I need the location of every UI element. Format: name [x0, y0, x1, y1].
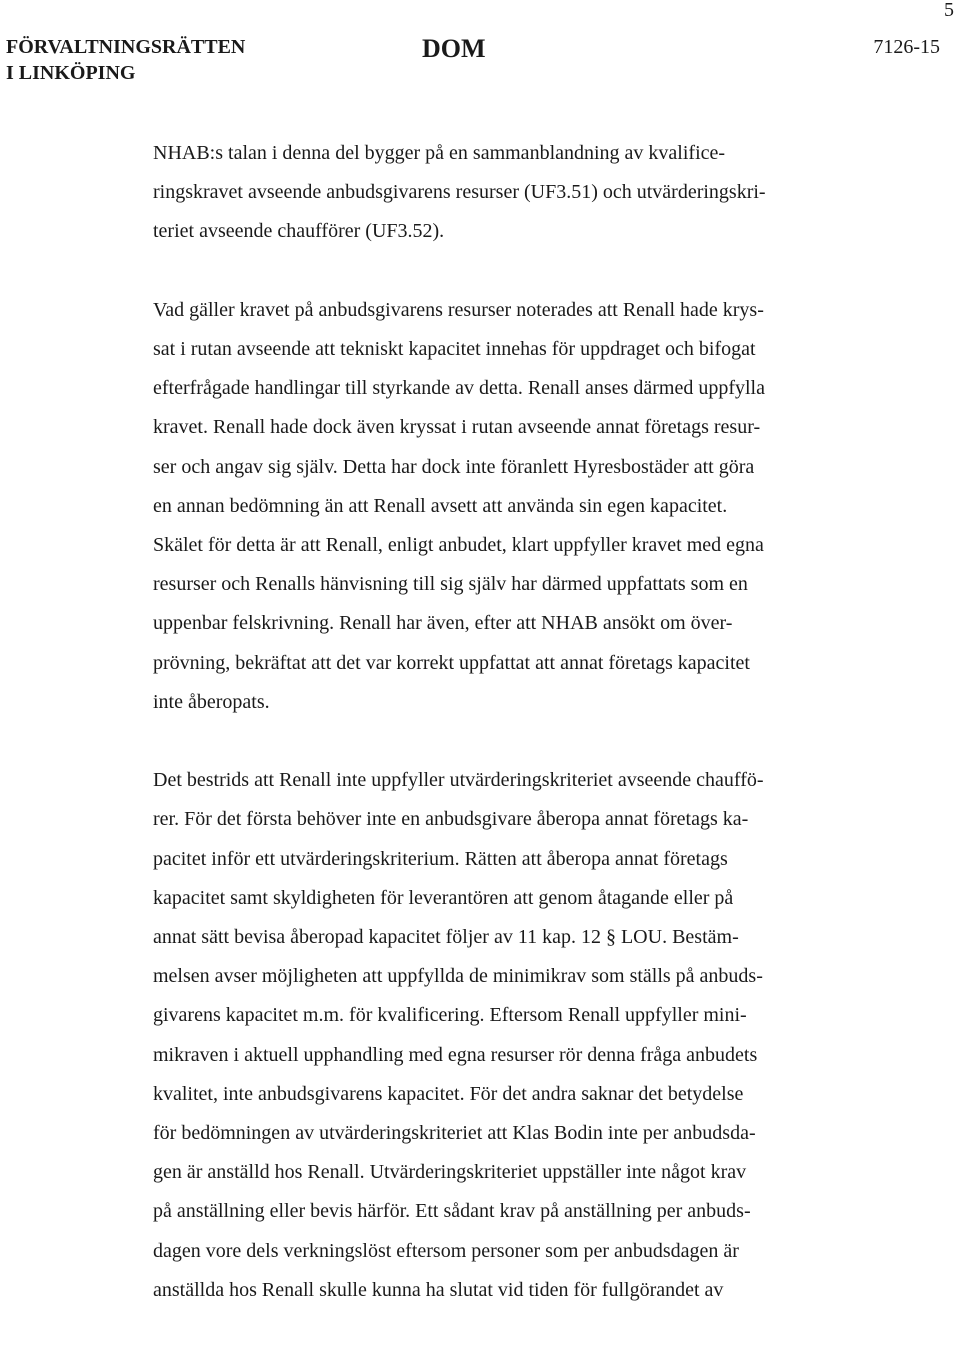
text-line: mikraven i aktuell upphandling med egna resurser rör denna fråga anbudets	[153, 1043, 758, 1066]
text-line: pacitet inför ett utvärderingskriterium. Rätten att åberopa annat företags	[153, 847, 728, 870]
text-line: ringskravet avseende anbudsgivarens resurser (UF3.51) och utvärderingskri-	[153, 181, 766, 204]
text-line: för bedömningen av utvärderingskriteriet att Klas Bodin inte per anbudsda-	[153, 1122, 756, 1145]
text-line: kvalitet, inte anbudsgivarens kapacitet. För det andra saknar det betydelse	[153, 1082, 744, 1105]
text-line: kapacitet samt skyldigheten för leverantören att genom åtagande eller på	[153, 886, 734, 909]
text-line: annat sätt bevisa åberopad kapacitet följer av 11 kap. 12 § LOU. Bestäm-	[153, 926, 739, 949]
text-line: kravet. Renall hade dock även kryssat i rutan avseende annat företags resur-	[153, 416, 761, 439]
court-name	[6, 34, 245, 86]
text-line: uppenbar felskrivning. Renall har även, efter att NHAB ansökt om över-	[153, 612, 733, 635]
text-line: teriet avseende chaufförer (UF3.52).	[153, 220, 445, 243]
paragraph	[153, 291, 843, 722]
text-line: rer. För det första behöver inte en anbudsgivare åberopa annat företags ka-	[153, 808, 749, 831]
text-line: sat i rutan avseende att tekniskt kapacitet innehas för uppdraget och bifogat	[153, 338, 756, 360]
text-line: på anställning eller bevis härför. Ett sådant krav på anställning per anbuds-	[153, 1200, 751, 1223]
document-type: DOM	[422, 34, 486, 63]
text-line: Det bestrids att Renall inte uppfyller utvärderingskriteriet avseende chauffö-	[153, 769, 764, 792]
text-line: Vad gäller kravet på anbudsgivarens resurser noterades att Renall hade krys-	[153, 298, 764, 321]
court-name-line2: I LINKÖPING	[6, 62, 136, 84]
court-name-line1: FÖRVALTNINGSRÄTTEN	[6, 36, 246, 58]
text-line: inte åberopats.	[153, 690, 270, 713]
text-line: en annan bedömning än att Renall avsett att använda sin egen kapacitet.	[153, 494, 728, 517]
paragraph	[153, 761, 843, 1310]
paragraph	[153, 134, 843, 252]
page-number: 5	[944, 0, 954, 21]
text-line: dagen vore dels verkningslöst eftersom personer som per anbudsdagen är	[153, 1239, 739, 1262]
text-line: resurser och Renalls hänvisning till sig själv har därmed uppfattats som en	[153, 573, 748, 596]
text-line: gen är anställd hos Renall. Utvärderingskriteriet uppställer inte något krav	[153, 1161, 747, 1184]
case-number: 7126-15	[873, 36, 940, 58]
text-line: Skälet för detta är att Renall, enligt anbudet, klart uppfyller kravet med egna	[153, 534, 764, 557]
text-line: givarens kapacitet m.m. för kvalificering. Eftersom Renall uppfyller mini-	[153, 1004, 747, 1027]
text-line: prövning, bekräftat att det var korrekt uppfattat att annat företags kapacitet	[153, 651, 750, 674]
text-line: NHAB:s talan i denna del bygger på en sammanblandning av kvalifice-	[153, 142, 726, 164]
body-text	[153, 134, 843, 1349]
text-line: anställda hos Renall skulle kunna ha slutat vid tiden för fullgörandet av	[153, 1278, 724, 1301]
text-line: ser och angav sig själv. Detta har dock inte föranlett Hyresbostäder att göra	[153, 455, 755, 478]
text-line: efterfrågade handlingar till styrkande av detta. Renall anses därmed uppfylla	[153, 377, 765, 400]
text-line: melsen avser möjligheten att uppfyllda de minimikrav som ställs på anbuds-	[153, 965, 763, 988]
